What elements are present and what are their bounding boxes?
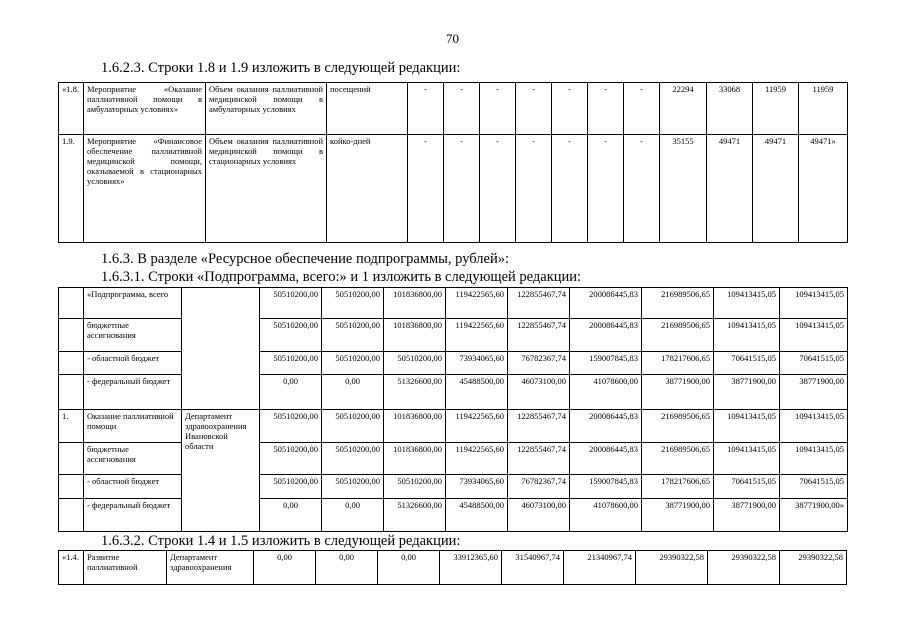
amount-cell: 101836800,00 [384, 443, 446, 475]
amount-cell: 50510200,00 [322, 319, 384, 352]
value-cell: - [408, 83, 444, 135]
amount-cell: 122855467,74 [508, 319, 570, 352]
amount-cell: 38771900,00 [714, 375, 780, 410]
amount-cell: 70641515,05 [780, 475, 848, 499]
amount-cell: 50510200,00 [260, 352, 322, 375]
value-cell: - [516, 83, 552, 135]
amount-cell: 0,00 [316, 551, 378, 585]
value-cell: - [480, 83, 516, 135]
row-number [59, 352, 84, 375]
amount-cell: 122855467,74 [508, 443, 570, 475]
amount-cell: 50510200,00 [322, 288, 384, 319]
amount-cell: 70641515,05 [714, 352, 780, 375]
row-number: 1.9. [59, 135, 84, 243]
table-row [59, 135, 848, 243]
amount-cell: 200086445,83 [570, 319, 642, 352]
value-cell: - [552, 83, 588, 135]
row-name: «Подпрограмма, всего [84, 288, 182, 319]
row-name: - федеральный бюджет [84, 499, 182, 532]
table-row [59, 499, 848, 532]
executor: Департамент здравоохранения Ивановской области [182, 410, 260, 532]
resources-table [58, 287, 848, 532]
amount-cell: 200086445,83 [570, 443, 642, 475]
amount-cell: 119422565,60 [446, 410, 508, 443]
amount-cell: 50510200,00 [322, 352, 384, 375]
heading-1-6-3-1: 1.6.3.1. Строки «Подпрограмма, всего:» и 1 изложить в следующей редакции: [101, 269, 582, 285]
value-cell: 11959 [753, 83, 799, 135]
table-row [59, 288, 848, 319]
amount-cell: 38771900,00» [780, 499, 848, 532]
amount-cell: 159007845,83 [570, 475, 642, 499]
value-cell: - [552, 135, 588, 243]
amount-cell: 101836800,00 [384, 288, 446, 319]
value-cell: 49471» [799, 135, 848, 243]
amount-cell: 0,00 [254, 551, 316, 585]
amount-cell: 21340967,74 [564, 551, 636, 585]
indicator-name: Объем оказания паллиативной медицинской помощи в амбулаторных условиях [206, 83, 327, 135]
amount-cell: 109413415,05 [780, 319, 848, 352]
row-number: «1.4. [59, 551, 84, 585]
amount-cell: 46073100,00 [508, 375, 570, 410]
resources-table-rows-1-4 [58, 550, 847, 585]
amount-cell: 101836800,00 [384, 319, 446, 352]
row-number [59, 499, 84, 532]
amount-cell: 50510200,00 [260, 288, 322, 319]
amount-cell: 109413415,05 [714, 443, 780, 475]
amount-cell: 159007845,83 [570, 352, 642, 375]
value-cell: - [480, 135, 516, 243]
value-cell: 22294 [660, 83, 707, 135]
row-number [59, 288, 84, 319]
amount-cell: 76782367,74 [508, 352, 570, 375]
row-number [59, 319, 84, 352]
amount-cell: 109413415,05 [780, 410, 848, 443]
amount-cell: 46073100,00 [508, 499, 570, 532]
amount-cell: 70641515,05 [780, 352, 848, 375]
amount-cell: 109413415,05 [714, 410, 780, 443]
amount-cell: 216989506,65 [642, 410, 714, 443]
amount-cell: 29390322,58 [780, 551, 847, 585]
amount-cell: 119422565,60 [446, 443, 508, 475]
amount-cell: 216989506,65 [642, 288, 714, 319]
amount-cell: 51326600,00 [384, 499, 446, 532]
row-name: бюджетные ассигнования [84, 443, 182, 475]
row-number [59, 443, 84, 475]
row-name: Развитие паллиативной [84, 551, 167, 585]
amount-cell: 0,00 [260, 375, 322, 410]
value-cell: 49471 [707, 135, 753, 243]
activity-name: Мероприятие «Оказание паллиативной помощи в амбулаторных условиях» [84, 83, 206, 135]
indicators-table [58, 82, 848, 243]
amount-cell: 50510200,00 [384, 475, 446, 499]
amount-cell: 50510200,00 [384, 352, 446, 375]
table-row [59, 443, 848, 475]
value-cell: 33068 [707, 83, 753, 135]
amount-cell: 76782367,74 [508, 475, 570, 499]
row-name: Оказание паллиативной помощи [84, 410, 182, 443]
amount-cell: 216989506,65 [642, 443, 714, 475]
row-name: бюджетные ассигнования [84, 319, 182, 352]
activity-name: Мероприятие «Финансовое обеспечение паллиативной медицинской помощи, оказываемой в стационарных условиях» [84, 135, 206, 243]
table-row [59, 475, 848, 499]
value-cell: - [444, 135, 480, 243]
amount-cell: 200086445,83 [570, 410, 642, 443]
amount-cell: 200086445,83 [570, 288, 642, 319]
amount-cell: 178217606,65 [642, 352, 714, 375]
value-cell: 11959 [799, 83, 848, 135]
amount-cell: 45488500,00 [446, 375, 508, 410]
amount-cell: 50510200,00 [260, 443, 322, 475]
amount-cell: 29390322,58 [708, 551, 780, 585]
amount-cell: 0,00 [260, 499, 322, 532]
value-cell: - [624, 135, 660, 243]
amount-cell: 50510200,00 [322, 475, 384, 499]
table-row [59, 410, 848, 443]
row-number [59, 475, 84, 499]
amount-cell: 45488500,00 [446, 499, 508, 532]
value-cell: - [588, 83, 624, 135]
value-cell: - [444, 83, 480, 135]
amount-cell: 41078600,00 [570, 499, 642, 532]
amount-cell: 31540967,74 [502, 551, 564, 585]
amount-cell: 0,00 [322, 499, 384, 532]
table-row [59, 375, 848, 410]
amount-cell: 216989506,65 [642, 319, 714, 352]
amount-cell: 51326600,00 [384, 375, 446, 410]
amount-cell: 33912365,60 [440, 551, 502, 585]
row-name: - областной бюджет [84, 352, 182, 375]
value-cell: - [588, 135, 624, 243]
amount-cell: 50510200,00 [260, 475, 322, 499]
row-number [59, 375, 84, 410]
table-row [59, 352, 848, 375]
amount-cell: 50510200,00 [322, 443, 384, 475]
value-cell: - [408, 135, 444, 243]
amount-cell: 109413415,05 [780, 288, 848, 319]
row-number: 1. [59, 410, 84, 443]
page-number: 70 [446, 31, 459, 46]
amount-cell: 38771900,00 [714, 499, 780, 532]
executor [182, 288, 260, 410]
amount-cell: 178217606,65 [642, 475, 714, 499]
amount-cell: 38771900,00 [642, 499, 714, 532]
value-cell: 49471 [753, 135, 799, 243]
amount-cell: 29390322,58 [636, 551, 708, 585]
indicator-name: Объем оказания паллиативной медицинской помощи в стационарных условиях [206, 135, 327, 243]
amount-cell: 73934065,60 [446, 475, 508, 499]
amount-cell: 38771900,00 [780, 375, 848, 410]
amount-cell: 73934065,60 [446, 352, 508, 375]
value-cell: 35155 [660, 135, 707, 243]
row-number: «1.8. [59, 83, 84, 135]
amount-cell: 70641515,05 [714, 475, 780, 499]
amount-cell: 0,00 [322, 375, 384, 410]
table-row [59, 83, 848, 135]
amount-cell: 119422565,60 [446, 319, 508, 352]
table-row [59, 319, 848, 352]
amount-cell: 109413415,05 [714, 319, 780, 352]
row-name: - областной бюджет [84, 475, 182, 499]
value-cell: - [624, 83, 660, 135]
amount-cell: 50510200,00 [260, 410, 322, 443]
amount-cell: 122855467,74 [508, 288, 570, 319]
amount-cell: 122855467,74 [508, 410, 570, 443]
amount-cell: 38771900,00 [642, 375, 714, 410]
row-name: - федеральный бюджет [84, 375, 182, 410]
unit: койко-дней [327, 135, 408, 243]
amount-cell: 119422565,60 [446, 288, 508, 319]
value-cell: - [516, 135, 552, 243]
heading-1-6-2-3: 1.6.2.3. Строки 1.8 и 1.9 изложить в следующей редакции: [101, 60, 461, 76]
executor: Департамент здравоохранения [167, 551, 254, 585]
amount-cell: 0,00 [378, 551, 440, 585]
amount-cell: 109413415,05 [714, 288, 780, 319]
amount-cell: 109413415,05 [780, 443, 848, 475]
unit: посещений [327, 83, 408, 135]
heading-1-6-3-2: 1.6.3.2. Строки 1.4 и 1.5 изложить в следующей редакции: [101, 533, 461, 549]
heading-1-6-3: 1.6.3. В разделе «Ресурсное обеспечение подпрограммы, рублей»: [101, 251, 510, 267]
amount-cell: 41078600,00 [570, 375, 642, 410]
amount-cell: 50510200,00 [260, 319, 322, 352]
amount-cell: 101836800,00 [384, 410, 446, 443]
amount-cell: 50510200,00 [322, 410, 384, 443]
table-row [59, 551, 847, 585]
